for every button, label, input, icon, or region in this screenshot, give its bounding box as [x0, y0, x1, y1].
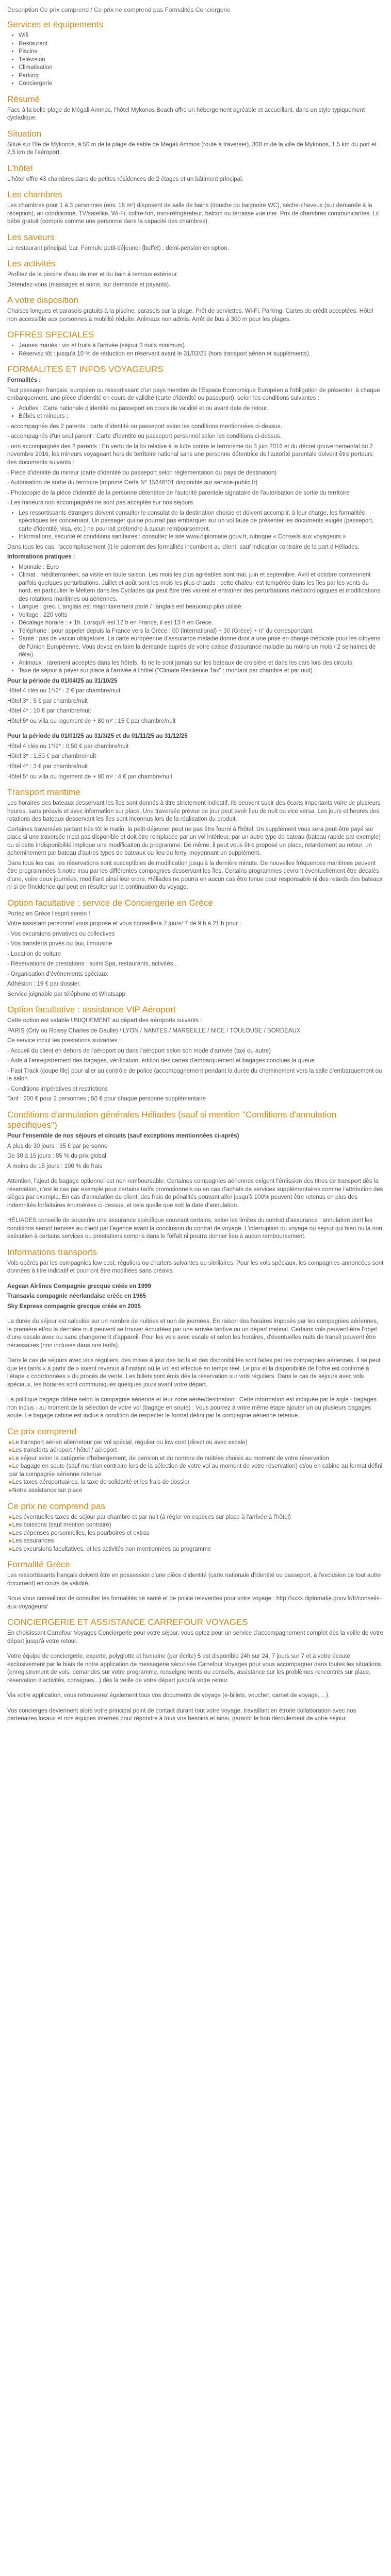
periode-1-line: Hôtel 3* : 5 € par chambre/nuit [7, 698, 88, 704]
list-item: • Jeunes mariés : vin et fruits à l'arrivée (séjour 3 nuits minimum). [19, 342, 384, 350]
formalites-m7: - Les mineurs non accompagnés ne sont pas acceptés sur nos séjours. [7, 500, 195, 506]
list-item: • Réservez tôt : jusqu'à 10 % de réduction en réservant avant le 31/03/25 (hors transport aérien et suppléments). [19, 350, 384, 359]
chambres-title: Les chambres [7, 190, 62, 200]
vip-sub: Cette option est valable UNIQUEMENT au départ des aéroports suivants : [7, 1018, 202, 1024]
formalites-noms: Dans tous les cas, l'accomplissement (i) le paiement des formalités incombent au client, sauf indication contraire de la part d'Héliades. [7, 544, 360, 550]
list-item: • Piscine [19, 48, 384, 56]
periode-1-line: Hôtel 4 clés ou 1*/2* : 2 € par chambre/nuit [7, 688, 121, 694]
annulation-line: A plus de 30 jours : 35 € par personne [7, 1143, 108, 1149]
list-item: • Bébés et mineurs : [19, 413, 384, 421]
conciergerie-grece-item: - Vos transferts privés ou taxi, limousine [7, 941, 112, 947]
breadcrumb[interactable]: Description Ce prix comprend / Ce prix ne comprend pas Formalités Conciergerie [7, 6, 231, 13]
formalites-m2: - accompagnés d'un seul parent : Carte d'identité ou passeport personnel selon les conditions ci-dessus. [7, 433, 282, 440]
list-item: ▸ Les assurances [9, 1537, 384, 1546]
conciergerie-carrefour-p2: Votre équipe de conciergerie, experte, polyglotte et humaine (par écrite) 5 est disponible 24h sur 24, 7 jours sur 7 et à votre écoute exclusivement par le biais de notre application de messagerie sécurisée Carrefour Voyages pour vous accompagner dans toutes les situations (enregistrement de vols, demandes sur votre programme, renseignements ou conseils, assistance sur les problèmes rencontrés sur place, réservation d'activités, consignes...) dès la veille de votre départ jusqu'à votre retour. [7, 1653, 381, 1684]
list-item: • Santé : pas de vaccin obligatoire. La carte européenne d'assurance maladie donne droit à une prise en charge médicale pour les citoyens de l'Union Européenne. Vous devez en faire la demande auprès de votre caisse d'assurance maladie au moins un mois / 2 semaines de délai). [19, 635, 384, 659]
formalites-m1: - accompagnés des 2 parents : carte d'identité ou passeport selon les conditions mentionnées ci-dessus. [7, 423, 282, 430]
activites-text-2: Détendez-vous (massages et soins, sur demande et payants). [7, 281, 171, 288]
list-item: ▸ Les dépenses personnelles, les pourboires et extras [9, 1530, 384, 1538]
list-item: ▸ Les taxes aéroportuaires, la taxe de solidarité et les frais de dossier [9, 1479, 384, 1487]
list-item: • Monnaie : Euro [19, 564, 384, 572]
formalites-label: Formalités : [7, 377, 41, 384]
formalite-grece-p1: Les ressortissants français doivent être en possession d'une pièce d'identité (carte nationale d'identité ou passeport, à l'exclusion de tout autre document) en cours de validité. [7, 1572, 381, 1587]
transport-p3: Dans tous les cas, les réservations sont susceptibles de modification jusqu'à la dernière minute. De nouvelles fréquences maritimes peuvent être programmées à notre insu par les différentes compagnies desservant les îles. Certains programmes devront éventuellement être décalés d'une, voire deux journées, modifiant ainsi leur ordre. Héliades ne pourra en aucun cas être tenue pour responsable ni des retards des bateaux ni si de l'incidence qui peut en résulter sur la continuation du voyage. [7, 860, 383, 891]
periode-2-line: Hôtel 5* ou villa ou logement de + 80 m² : 4 € par chambre/nuit [7, 773, 172, 780]
conciergerie-grece-item: - Réservations de prestations : soins Spa, restaurants, activités... [7, 961, 178, 968]
vip-item: - Fast Track (coupe file) pour aller au contrôle de police (accompagnement pendant la durée du cheminement vers la salle d'embarquement ou le salon [7, 1067, 382, 1082]
formalites-m5: - Autorisation de sortie du territoire (imprimé Cerfa N° 15646*01 disponible sur service-public.fr) [7, 480, 258, 486]
list-item: ▸ Le bagage en soute (sauf mention contraire lors de la sélection de votre vol au moment de votre réservation) et/ou en cabine au format défini par la compagnie aérienne retenue [9, 1463, 384, 1479]
pratiques-label: Informations pratiques : [7, 554, 75, 561]
resume-title: Résumé [7, 94, 40, 104]
list-item: • Décalage horaire : + 1h. Lorsqu'il est 12 h en France, il est 13 h en Grèce. [19, 619, 384, 628]
saveurs-title: Les saveurs [7, 232, 55, 242]
formalites-m6: - Photocopie de la pièce d'identité de la personne détentrice de l'autorité parentale signataire de l'autorisation de sortie du territoire [7, 489, 350, 496]
airline-line: Transavia compagnie néerlandaise créée en 1965 [7, 1293, 146, 1300]
comprend-list [7, 1439, 384, 1495]
list-item: • Restaurant [19, 40, 384, 48]
conciergerie-carrefour-p4: Vos concierges deviennent alors votre principal point de contact durant tout votre voyage, travaillant en étroite collaboration avec nos partenaires locaux et nos équipes internes pour répondre à tous vos besoins et ainsi, garantir le bon déroulement de votre séjour. [7, 1707, 356, 1722]
infos-transports-title: Informations transports [7, 1247, 97, 1257]
annulation-line: De 30 à 15 jours : 85 % du prix global [7, 1153, 106, 1160]
transport-p2: Certaines traversées partant très tôt le matin, la petit-déjeuner peut ne pas être fourni à l'hôtel. Un supplément vous sera peut-être payé sur place si une traversée n'est pas disponible et doit être remplacée par un vol intérieur, par un autre type de bateau (bateau rapide par exemple) ou si cette indisponibilité implique une modification du programme. De même, il peut vous être proposé un place, retardement au retour, un acheminement par bateau d'autres types de bateaux ou lieu du ferry, moyennant un supplément. [7, 826, 381, 857]
list-item: • Taxe de séjour à payer sur place à l'arrivée à l'hôtel ("Climate Resilience Tax" : montant par chambre et par nuit) : [19, 667, 384, 675]
offres-list [7, 342, 384, 358]
list-item: ▸ Les excursions facultatives, et les activités non mentionnées au programme [9, 1546, 384, 1554]
vip-tarif: Tarif : 200 € pour 2 personnes ; 50 € pour chaque personne supplémentaire [7, 1096, 206, 1103]
formalite-grece-p2: Nous vous conseillons de consulter les formalités de santé et de police relevantes pour votre voyage : http://xxxx.diplomatie.gouv.fr/fr/conseils-aux-voyageurs/ [7, 1596, 382, 1610]
list-item: ▸ Notre assistance sur place [9, 1487, 384, 1495]
comprend-title: Ce prix comprend [7, 1426, 77, 1436]
list-item: ▸ Le transport aérien aller/retour par vol spécial, régulier ou low cost (direct ou avec escale) [9, 1439, 384, 1447]
annulation-line: A moins de 15 jours : 100 % de frais [7, 1163, 103, 1170]
vip-item: - Aide à l'enregistrement des bagages, vérification, édition des cartes d'embarquement et bagages conclues la queue [7, 1058, 315, 1064]
conciergerie-carrefour-p1: En choisissant Carrefour Voyages Conciergerie pour votre séjour, vous optez pour un service d'accompagnement complet dès la veille de votre départ jusqu'à votre retour. [7, 1630, 384, 1645]
vip-p1: Ce service inclut les prestations suivantes : [7, 1038, 121, 1044]
list-item: • Langue : grec. L'anglais est majoritairement parlé / l'anglais est beaucoup plus utilisé. [19, 603, 384, 612]
vip-item: - Conditions impératives et restrictions [7, 1086, 108, 1092]
list-item: • Climatisation [19, 64, 384, 72]
services-list [7, 32, 384, 88]
hotel-title: L'hôtel [7, 163, 33, 173]
airline-line: Aegean Airlines Compagnie grecque créée en 1999 [7, 1283, 151, 1290]
conciergerie-grece-sub: Portez en Grèce l'esprit serein ! [7, 910, 90, 917]
list-item: • Climat : méditerranéen, sa visite en toute saison. Les mois les plus agréables sont mai, juin et septembre. Avril et octobre conviennent parfois quelques perturbations. Juillet et août sont les mois les plus chauds ; cette chaleur est tempérée dans les îles par les vents du nord, en particulier le Meltem dans les Cyclades qui peut être très violent et entraîner des perturbations médiocrologiques et modifications des rotations maritimes ou aériennes. [19, 571, 384, 603]
list-item: ▸ Les transferts aéroport / hôtel / aéroport [9, 1447, 384, 1455]
ne-comprend-list [7, 1514, 384, 1554]
periode-2-line: Hôtel 4 clés ou 1*/2* : 0,50 € par chambre/nuit [7, 743, 129, 750]
conciergerie-grece-service: Service joignable par téléphone et Whatsapp [7, 991, 125, 997]
conciergerie-grece-title: Option facultative : service de Conciergerie en Grèce [7, 897, 213, 908]
infos-transports-p3: Dans le cas de séjours avec vols réguliers, des mises à jour des tarifs et des disponibilités sont faites par les compagnies aériennes. Il se peut que les tarifs « à partir de » soient revenus à l'instant où le vol est effectué en temps réel. Le prix et la disponibilité de l'offre est confirmé à l'étape « coordonnées » du procès de vente. Les billets sont émis dès la réservation sur vols réguliers. Dans le cas de séjours avec vols spéciaux, les horaires sont communiqués quelques jours avant votre départ. [7, 1358, 381, 1388]
formalite-grece-title: Formalité Grèce [7, 1560, 70, 1570]
formalites-title: FORMALITES ET INFOS VOYAGEURS [7, 364, 164, 375]
list-item: • Parking [19, 72, 384, 80]
list-item: • Les ressortissants étrangers doivent consulter le consulat de la destination choisie et doivent accomplir, à leur charge, les formalités spécifiques les concernant. Un passager qui ne pourrait pas embarquer sur un vol faute de présenter les documents exigés (passeport, carte d'identité, visa, etc.) ne pourrait prétendre à aucun remboursement. [19, 510, 384, 534]
conciergerie-carrefour-p3: Via votre application, vous retrouverez également tous vos documents de voyage (e-billets, voucher, carnet de voyage, ...). [7, 1692, 330, 1699]
list-item: • Voltage : 220 volts [19, 612, 384, 620]
conciergerie-grece-adhesion: Adhésion : 19 € par dossier. [7, 981, 81, 988]
periode-2-line: Hôtel 3* : 1,50 € par chambre/nuit [7, 753, 96, 760]
pratiques-list [7, 564, 384, 675]
formalites-m4: - Pièce d'identité du mineur (carte d'identité ou passeport selon réglementation du pays de destination) [7, 469, 277, 476]
formalites-list [7, 405, 384, 421]
infos-transports-p1: Vols opérés par les compagnies low cost, réguliers ou charters suivantes ou similaires. Pour les vols spéciaux, les compagnies annoncées sont données à titre indicatif et pourront être modifiées sans préavis. [7, 1260, 384, 1275]
situation-text: Situé sur l'île de Mykonos, à 50 m de la plage de sable de Megali Ammos (route à traverser), 300 m de la ville de Mykonos, 1,5 km du port et 2,5 km de l'aéroport. [7, 141, 377, 156]
infos-transports-p4: La politique bagage diffère selon la compagnie aérienne et leur zone aérée/destination : Cette information est indiquée par le sigle - bagages non inclus - au moment de la sélection de votre vol (bagage en soute) : Vous pourrez à votre même étape ajouter un ou plusieurs bagages soute. Le bagage cabine est inclus à condition de respecter le format défini par la compagnie aérienne retenue. [7, 1397, 377, 1419]
situation-title: Situation [7, 128, 42, 139]
periode-1: Pour la période du 01/04/25 au 31/10/25 [7, 677, 118, 684]
formalites-m3: - non accompagnés des 2 parents : En vertu de la loi relative à la lutte contre le terrorisme du 3 juin 2016 et du décret gouvernemental du 2 novembre 2016, les mineurs voyageant hors de territoire national sans une personne détentrice de l'autorité parentale doivent être porteurs des documents suivants : [7, 443, 373, 466]
ne-comprend-title: Ce prix ne comprend pas [7, 1501, 105, 1511]
transport-title: Transport maritime [7, 787, 81, 798]
conciergerie-grece-item: - Organisation d'événements spéciaux [7, 971, 108, 977]
list-item: ▸ Les éventuelles taxes de séjour par chambre et par nuit (à régler en espèces sur place à l'arrivée à l'hôtel) [9, 1514, 384, 1522]
disposition-text: Chaises longues et parasols gratuits à la piscine, parasols sur la plage. Prêt de serviettes. Wi-Fi. Parking. Cartes de crédit acceptées. Hôtel non accessible aux personnes à mobilité réduite. Animaux non admis. Arrêt de bus à 300 m pour les plages. [7, 308, 373, 323]
list-item: • Téléphone : pour appeler depuis la France vers la Grèce : 00 (international) + 30 (Grèce) + n° du correspondant. [19, 628, 384, 636]
list-item: ▸ Le séjour selon la catégorie d'hébergement, de pension et du nombre de nuitées choisis au moment de votre réservation [9, 1455, 384, 1463]
offres-title: OFFRES SPECIALES [7, 330, 94, 340]
activites-title: Les activités [7, 259, 56, 269]
list-item: • Animaux : rarement acceptés dans les hôtels. Ils ne le sont jamais sur les bateaux de croisière et dans les cars lors des circuits. [19, 659, 384, 668]
periode-2-line: Hôtel 4* : 3 € par chambre/nuit [7, 764, 88, 770]
list-item: • Informations, sécurité et conditions sanitaires : consultez le site www.diplomatie.gouv.fr, rubrique « Conseils aux voyageurs » [19, 533, 384, 541]
annulation-attention: Attention, l'ajout de bagage optionnel est non remboursable. Certaines compagnies aériennes exigent l'émission des titres de transport dès la réservation, c'est le cas par exemple pour certains tarifs promotionnels ou en cas d'achats de services supplémentaires comme l'attribution des sièges par exemple. En cas d'annulation du client, des frais de pénalités pouvant aller jusqu'à 100% peuvent être retenus en plus des indemnités forfaitaires énumérées ci-dessus, et cela quelle que soit la date d'annulation. [7, 1178, 383, 1209]
vip-item: - Accueil du client en dehors de l'aéroport ou dans l'aéroport selon son mode d'arrivée (taxi ou autre) [7, 1047, 271, 1054]
infos-transports-p2: La durée du séjour est calculée sur un nombre de nuitées et non de journées. En raison des horaires imposés par les compagnies aériennes, la première et/ou la dernière nuit peuvent se trouver écourtées par une arrivée tardive ou un départ matinal. Certains vols peuvent être l'objet d'une escale avec ou sans changement d'appareil. Pour les vols avec escale et selon les horaires, d'éventuelles nuits de transit peuvent être nécessaires (non incluses dans nos tarifs). [7, 1318, 379, 1349]
periode-1-line: Hôtel 5* ou villa ou logement de + 80 m² : 15 € par chambre/nuit [7, 718, 176, 724]
list-item: • Adultes : Carte nationale d'identité ou passeport en cours de validité et ou avant date de retour. [19, 405, 384, 413]
list-item: • Télévision [19, 56, 384, 64]
transport-p1: Les horaires des bateaux desservant les îles sont donnés à titre strictement indicatif. Ils peuvent subir des écarts importants voire de plusieurs heures, sans préavis et avec information sur place. Une traversée prévue de jour peut avoir lieu de nuit ou vice versa. Les jours et heures des rotations des bateaux desservant les îles sont inconnus lors de la réalisation du produit. [7, 800, 381, 823]
periode-2: Pour la période du 01/01/25 au 31/3/25 et du 01/11/25 au 31/12/25 [7, 733, 188, 740]
conciergerie-grece-item: - Vos excursions privatives ou collectives [7, 930, 115, 937]
list-item: ▸ Les boissons (sauf mention contraire) [9, 1521, 384, 1530]
annulation-heliades: HÉLIADES conseille de souscrire une assurance spécifique couvrant certains, selon les limites du contrat d'assurance : annulation dont les conditions seront remises au client par l'agence avant la conclusion du contrat de voyage. L'interruption du voyage ou séjour qui bien ou la non exécution à certains services ou prestations compris dans le forfait ni pourra donner lieu à aucun remboursement. [7, 1217, 382, 1240]
saveurs-text: Le restaurant principal, bar. Formule petit-déjeuner (buffet) : demi-pension en option. [7, 245, 230, 251]
services-title: Services et équipements [7, 20, 104, 29]
airline-line: Sky Express compagnie grecque créée en 2005 [7, 1303, 141, 1310]
annulation-title: Conditions d'annulation générales Héliades (sauf si mention "Conditions d'annulation spécifiques") [7, 1109, 337, 1130]
periode-1-line: Hôtel 4* : 10 € par chambre/nuit [7, 708, 91, 715]
resume-text: Face à la belle plage de Mégali Ammos, l'hôtel Mykonos Beach offre un hébergement agréable et accueillant, dans un style typiquement cycladique. [7, 107, 365, 122]
list-item: • Wifi [19, 32, 384, 40]
activites-text-1: Profitez de la piscine d'eau de mer et du bain à remous extérieur. [7, 272, 178, 278]
formalites-p1: Tout passager français, européen ou ressortissant d'un pays membre de l'Espace Economique Européen a l'obligation de présenter, à chaque embarquement, une pièce d'identité en cours de validité (carte d'identité ou passeport), selon les conditions suivantes : [7, 387, 380, 402]
chambres-text: Les chambres pour 1 à 3 personnes (env. 16 m²) disposent de salle de bains (douche ou baignoire WC), sèche-cheveux (sur demande à la réception), air conditionné, TV/satellite, Wi-Fi, coffre-fort, mini-réfrigérateur, balcon ou terrasse vue mer. Prix de chambres communicantes. Lit bébé gratuit (compris comme une personne dans la capacité des chambres). [7, 202, 379, 225]
list-item: • Conciergerie [19, 80, 384, 88]
conciergerie-grece-p1: Votre assistant personnel vous propose et vous conseillera 7 jours/ 7 de 9 h à 21 h pour : [7, 921, 241, 927]
conciergerie-carrefour-title: CONCIERGERIE ET ASSISTANCE CARREFOUR VOYAGES [7, 1617, 248, 1628]
hotel-text: L'hôtel offre 43 chambres dans de petites résidences de 2 étages et un bâtiment principal. [7, 176, 243, 182]
annulation-sub: Pour l'ensemble de nos séjours et circuits (sauf exceptions mentionnées ci-après) [7, 1132, 239, 1139]
vip-airports: PARIS (Orly ou Roissy Charles de Gaulle) / LYON / NANTES / MARSEILLE / NICE / TOULOUSE / BORDEAUX [7, 1027, 301, 1034]
disposition-title: A votre disposition [7, 295, 78, 306]
conciergerie-grece-item: - Location de voiture [7, 951, 61, 957]
vip-title: Option facultative : assistance VIP Aéroport [7, 1005, 176, 1015]
formalites-list-2 [7, 510, 384, 541]
